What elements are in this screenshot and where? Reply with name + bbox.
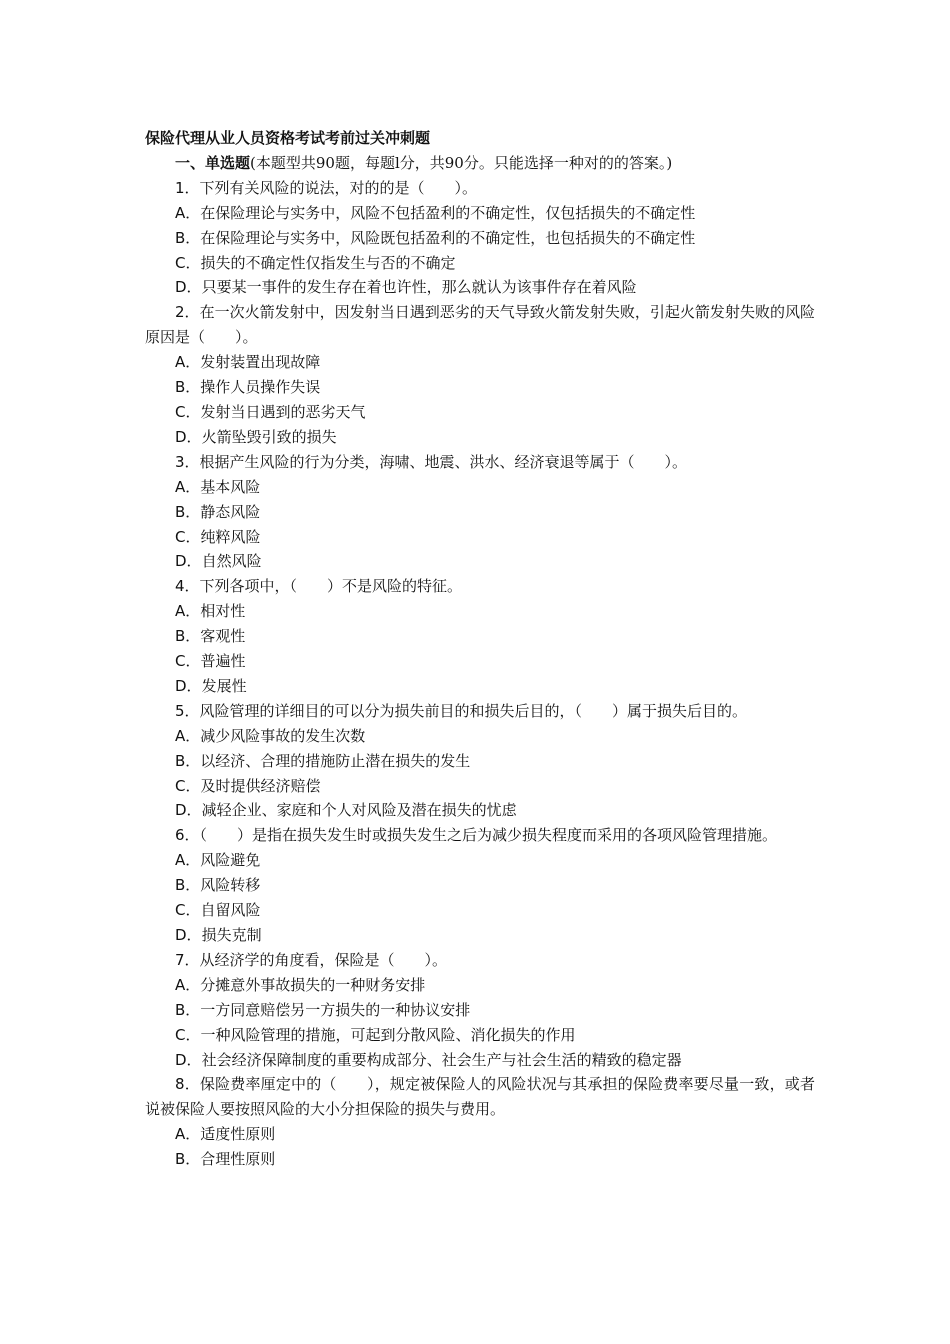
option-text: 分摊意外事故损失的一种财务安排 <box>200 975 426 994</box>
option-letter: A． <box>175 353 201 372</box>
option-letter: C． <box>175 1025 201 1044</box>
option-text: 火箭坠毁引致的损失 <box>201 427 337 446</box>
option-text: 普遍性 <box>200 652 246 671</box>
answer-option <box>145 375 815 400</box>
option-letter: A． <box>175 203 201 222</box>
question-4 <box>145 574 815 599</box>
option-letter: B． <box>175 627 201 646</box>
option-letter: A． <box>175 975 201 994</box>
question-text: 风险管理的详细目的可以分为损失前目的和损失后目的，（ ）属于损失后目的。 <box>199 701 748 720</box>
option-letter: C． <box>175 253 201 272</box>
answer-option <box>145 549 815 574</box>
question-number: 2． <box>175 303 200 322</box>
option-letter: B． <box>175 228 201 247</box>
document-title: 保险代理从业人员资格考试考前过关冲刺题 <box>145 129 431 147</box>
option-letter: C． <box>175 901 201 920</box>
answer-option <box>145 724 815 749</box>
question-6 <box>145 823 815 848</box>
option-letter: B． <box>175 378 201 397</box>
question-text: 下列各项中，（ ）不是风险的特征。 <box>199 577 463 596</box>
option-letter: D． <box>175 676 202 695</box>
option-letter: A． <box>175 851 201 870</box>
option-letter: D． <box>175 926 202 944</box>
option-text: 发射当日遇到的恶劣天气 <box>200 402 366 421</box>
option-text: 纯粹风险 <box>200 527 261 546</box>
question-number: 7． <box>175 950 200 969</box>
option-letter: D． <box>175 427 202 446</box>
question-list <box>145 176 815 1172</box>
option-text: 社会经济保障制度的重要构成部分、社会生产与社会生活的精致的稳定器 <box>201 1050 682 1069</box>
question-8 <box>145 1072 815 1122</box>
question-text: （ ）是指在损失发生时或损失发生之后为减少损失程度而采用的各项风险管理措施。 <box>199 826 778 845</box>
option-letter: C． <box>175 652 201 671</box>
option-text: 静态风险 <box>200 502 261 521</box>
option-text: 客观性 <box>200 627 246 646</box>
question-text: 根据产生风险的行为分类，海啸、地震、洪水、经济衰退等属于（ ）。 <box>199 452 688 471</box>
option-text: 一种风险管理的措施，可起到分散风险、消化损失的作用 <box>200 1025 576 1044</box>
answer-option <box>145 798 815 823</box>
document-page <box>145 126 815 1172</box>
answer-option <box>145 749 815 774</box>
answer-option <box>145 624 815 649</box>
option-letter: A． <box>175 602 201 621</box>
option-text: 发射装置出现故障 <box>200 353 321 372</box>
answer-option <box>145 475 815 500</box>
answer-option <box>145 848 815 873</box>
answer-option <box>145 873 815 898</box>
option-letter: C． <box>175 776 201 795</box>
question-3 <box>145 450 815 475</box>
option-text: 损失克制 <box>201 926 262 944</box>
question-number: 8． <box>175 1075 200 1094</box>
answer-option <box>145 998 815 1023</box>
answer-option <box>145 425 815 450</box>
option-text: 损失的不确定性仅指发生与否的不确定 <box>200 253 456 272</box>
question-7 <box>145 948 815 973</box>
answer-option <box>145 1023 815 1048</box>
option-letter: C． <box>175 527 201 546</box>
option-letter: C． <box>175 402 201 421</box>
question-1 <box>145 176 815 201</box>
answer-option <box>145 525 815 550</box>
question-number: 1． <box>175 178 200 197</box>
answer-option <box>145 774 815 799</box>
option-text: 在保险理论与实务中，风险既包括盈利的不确定性，也包括损失的不确定性 <box>200 228 696 247</box>
option-text: 发展性 <box>201 676 247 695</box>
option-text: 及时提供经济赔偿 <box>200 776 321 795</box>
answer-option <box>145 973 815 998</box>
question-number: 5． <box>175 701 200 720</box>
answer-option <box>145 400 815 425</box>
question-number: 6． <box>175 826 200 845</box>
option-text: 自然风险 <box>201 552 262 571</box>
answer-option <box>145 1147 815 1172</box>
answer-option <box>145 500 815 525</box>
question-text: 下列有关风险的说法，对的的是（ ）。 <box>199 178 478 197</box>
section-heading <box>145 151 815 176</box>
question-text: 保险费率厘定中的（ ），规定被保险人的风险状况与其承担的保险费率要尽量一致，或者说被保险人要按照风险的大小分担保险的损失与费用。 <box>145 1075 815 1119</box>
option-text: 基本风险 <box>200 477 261 496</box>
option-letter: B． <box>175 1000 201 1019</box>
section-label: 一、单选题 <box>175 153 251 172</box>
answer-option <box>145 674 815 699</box>
option-text: 减少风险事故的发生次数 <box>200 726 366 745</box>
option-letter: D． <box>175 1050 202 1069</box>
option-letter: B． <box>175 502 201 521</box>
option-text: 适度性原则 <box>200 1125 276 1144</box>
option-text: 合理性原则 <box>200 1150 276 1169</box>
question-text: 在一次火箭发射中，因发射当日遇到恶劣的天气导致火箭发射失败，引起火箭发射失败的风险原因是（ ）。 <box>145 303 815 347</box>
answer-option <box>145 1122 815 1147</box>
answer-option <box>145 275 815 300</box>
option-text: 减轻企业、家庭和个人对风险及潜在损失的忧虑 <box>201 801 517 820</box>
answer-option <box>145 599 815 624</box>
question-number: 3． <box>175 452 200 471</box>
option-letter: A． <box>175 726 201 745</box>
option-text: 只要某一事件的发生存在着也许性，那么就认为该事件存在着风险 <box>201 278 637 297</box>
option-text: 以经济、合理的措施防止潜在损失的发生 <box>200 751 471 770</box>
answer-option <box>145 226 815 251</box>
option-text: 操作人员操作失误 <box>200 378 321 397</box>
answer-option <box>145 1048 815 1073</box>
question-text: 从经济学的角度看，保险是（ ）。 <box>199 950 448 969</box>
option-text: 一方同意赔偿另一方损失的一种协议安排 <box>200 1000 471 1019</box>
option-letter: D． <box>175 278 202 297</box>
option-text: 自留风险 <box>200 901 261 920</box>
answer-option <box>145 898 815 923</box>
option-text: 在保险理论与实务中，风险不包括盈利的不确定性，仅包括损失的不确定性 <box>200 203 696 222</box>
option-letter: B． <box>175 1150 201 1169</box>
option-letter: A． <box>175 477 201 496</box>
option-letter: A． <box>175 1125 201 1144</box>
answer-option <box>145 350 815 375</box>
option-text: 风险避免 <box>200 851 261 870</box>
answer-option <box>145 649 815 674</box>
question-5 <box>145 699 815 724</box>
option-letter: D． <box>175 552 202 571</box>
option-letter: D． <box>175 801 202 820</box>
option-text: 风险转移 <box>200 876 261 895</box>
option-letter: B． <box>175 751 201 770</box>
option-letter: B． <box>175 876 201 895</box>
answer-option <box>145 923 815 948</box>
section-note: (本题型共90题，每题l分，共90分。只能选择一种对的的答案。) <box>250 153 673 172</box>
answer-option <box>145 201 815 226</box>
answer-option <box>145 251 815 276</box>
question-2 <box>145 300 815 350</box>
question-number: 4． <box>175 577 200 596</box>
option-text: 相对性 <box>200 602 246 621</box>
